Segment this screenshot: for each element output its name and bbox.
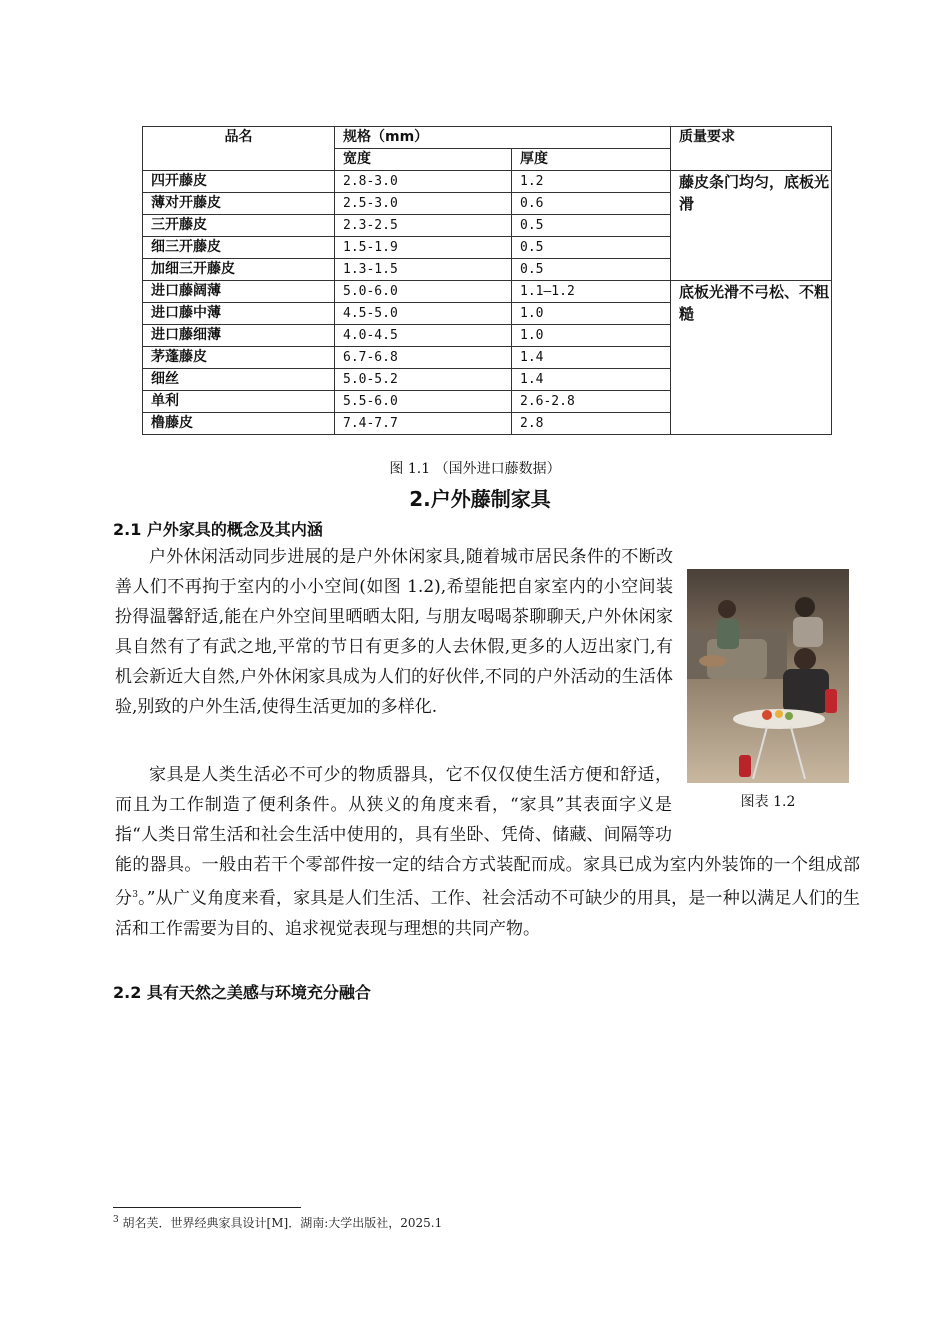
subsection-title-2-1: 2.1 户外家具的概念及其内涵 [113, 520, 323, 539]
footnote-divider [113, 1207, 301, 1208]
paragraph-2-part-2: 。”从广义角度来看，家具是人们生活、工作、社会活动不可缺少的用具，是一种以满足人们的生活和工作需要为目的、追求视觉表现与理想的共同产物。 [115, 888, 860, 939]
section-title: 2.户外藤制家具 [409, 487, 551, 511]
row-name: 进口藤中薄 [143, 303, 335, 325]
row-thickness: 0.5 [512, 237, 671, 259]
table-row [143, 281, 832, 303]
outdoor-furniture-photo [687, 569, 849, 783]
row-width: 5.0-5.2 [335, 369, 512, 391]
row-thickness: 1.4 [512, 347, 671, 369]
body-text-block [115, 542, 673, 722]
paragraph-2-part-1: 家具是人类生活必不可少的物质器具，它不仅仅使生活方便和舒适，而且为工作制造了便利条件。从狭义的角度来看，“家具”其表面字义是指“人类日常生活和社会生活中使用的，具有坐卧、凭倚、储藏、间隔等功能的器具。一般由若干个零部件按一定的结合方式装配而成。家具已成为室内外装饰的一个组成部分 [115, 765, 860, 909]
footnote-marker: 3 [113, 1215, 119, 1225]
row-thickness: 1.1—1.2 [512, 281, 671, 303]
row-width: 5.0-6.0 [335, 281, 512, 303]
row-thickness: 2.6-2.8 [512, 391, 671, 413]
row-width: 1.5-1.9 [335, 237, 512, 259]
row-name: 四开藤皮 [143, 171, 335, 193]
paragraph-1: 户外休闲活动同步进展的是户外休闲家具,随着城市居民条件的不断改善人们不再拘于室内的小小空间(如图 1.2),希望能把自家室内的小空间装扮得温馨舒适,能在户外空间里晒晒太阳, 与朋友喝喝茶聊聊天,户外休闲家具自然有了有武之地,平常的节日有更多的人去休假,更多的人迈出家门,有机会新近大自然,户外休闲家具成为人们的好伙伴,不同的户外活动的生活体验,别致的户外生活,使得生活更加的多样化. [115, 547, 673, 717]
header-name: 品名 [143, 127, 335, 171]
row-width: 1.3-1.5 [335, 259, 512, 281]
header-thickness: 厚度 [512, 149, 671, 171]
subsection-title-2-2: 2.2 具有天然之美感与环境充分融合 [113, 983, 371, 1002]
header-spec: 规格（mm） [335, 127, 671, 149]
body-text-block-2 [115, 760, 860, 944]
row-width: 7.4-7.7 [335, 413, 512, 435]
row-thickness: 1.2 [512, 171, 671, 193]
row-name: 茅蓬藤皮 [143, 347, 335, 369]
footnote [113, 1214, 442, 1231]
figure-2-caption: 图表 1.2 [740, 794, 796, 810]
row-thickness: 0.5 [512, 215, 671, 237]
row-width: 6.7-6.8 [335, 347, 512, 369]
row-thickness: 1.0 [512, 303, 671, 325]
footnote-text: 胡名芙．世界经典家具设计[M]．湖南:大学出版社，2025.1 [118, 1216, 443, 1230]
quality-group-1: 藤皮条门均匀，底板光滑 [671, 171, 832, 281]
quality-group-2: 底板光滑不弓松、不粗糙 [671, 281, 832, 435]
row-thickness: 0.6 [512, 193, 671, 215]
row-name: 加细三开藤皮 [143, 259, 335, 281]
row-name: 薄对开藤皮 [143, 193, 335, 215]
row-width: 2.3-2.5 [335, 215, 512, 237]
header-width: 宽度 [335, 149, 512, 171]
table-row [143, 171, 832, 193]
figure-1-caption: 图 1.1 （国外进口藤数据） [389, 461, 561, 477]
footnote-reference: 3 [132, 890, 138, 900]
row-thickness: 0.5 [512, 259, 671, 281]
row-name: 橹藤皮 [143, 413, 335, 435]
row-thickness: 1.4 [512, 369, 671, 391]
row-width: 4.0-4.5 [335, 325, 512, 347]
row-name: 细丝 [143, 369, 335, 391]
rattan-spec-table [142, 126, 832, 435]
row-width: 4.5-5.0 [335, 303, 512, 325]
row-thickness: 1.0 [512, 325, 671, 347]
row-name: 三开藤皮 [143, 215, 335, 237]
row-name: 细三开藤皮 [143, 237, 335, 259]
row-width: 2.5-3.0 [335, 193, 512, 215]
row-name: 单利 [143, 391, 335, 413]
row-width: 5.5-6.0 [335, 391, 512, 413]
row-thickness: 2.8 [512, 413, 671, 435]
row-name: 进口藤细薄 [143, 325, 335, 347]
header-quality: 质量要求 [671, 127, 832, 171]
row-name: 进口藤阔薄 [143, 281, 335, 303]
row-width: 2.8-3.0 [335, 171, 512, 193]
